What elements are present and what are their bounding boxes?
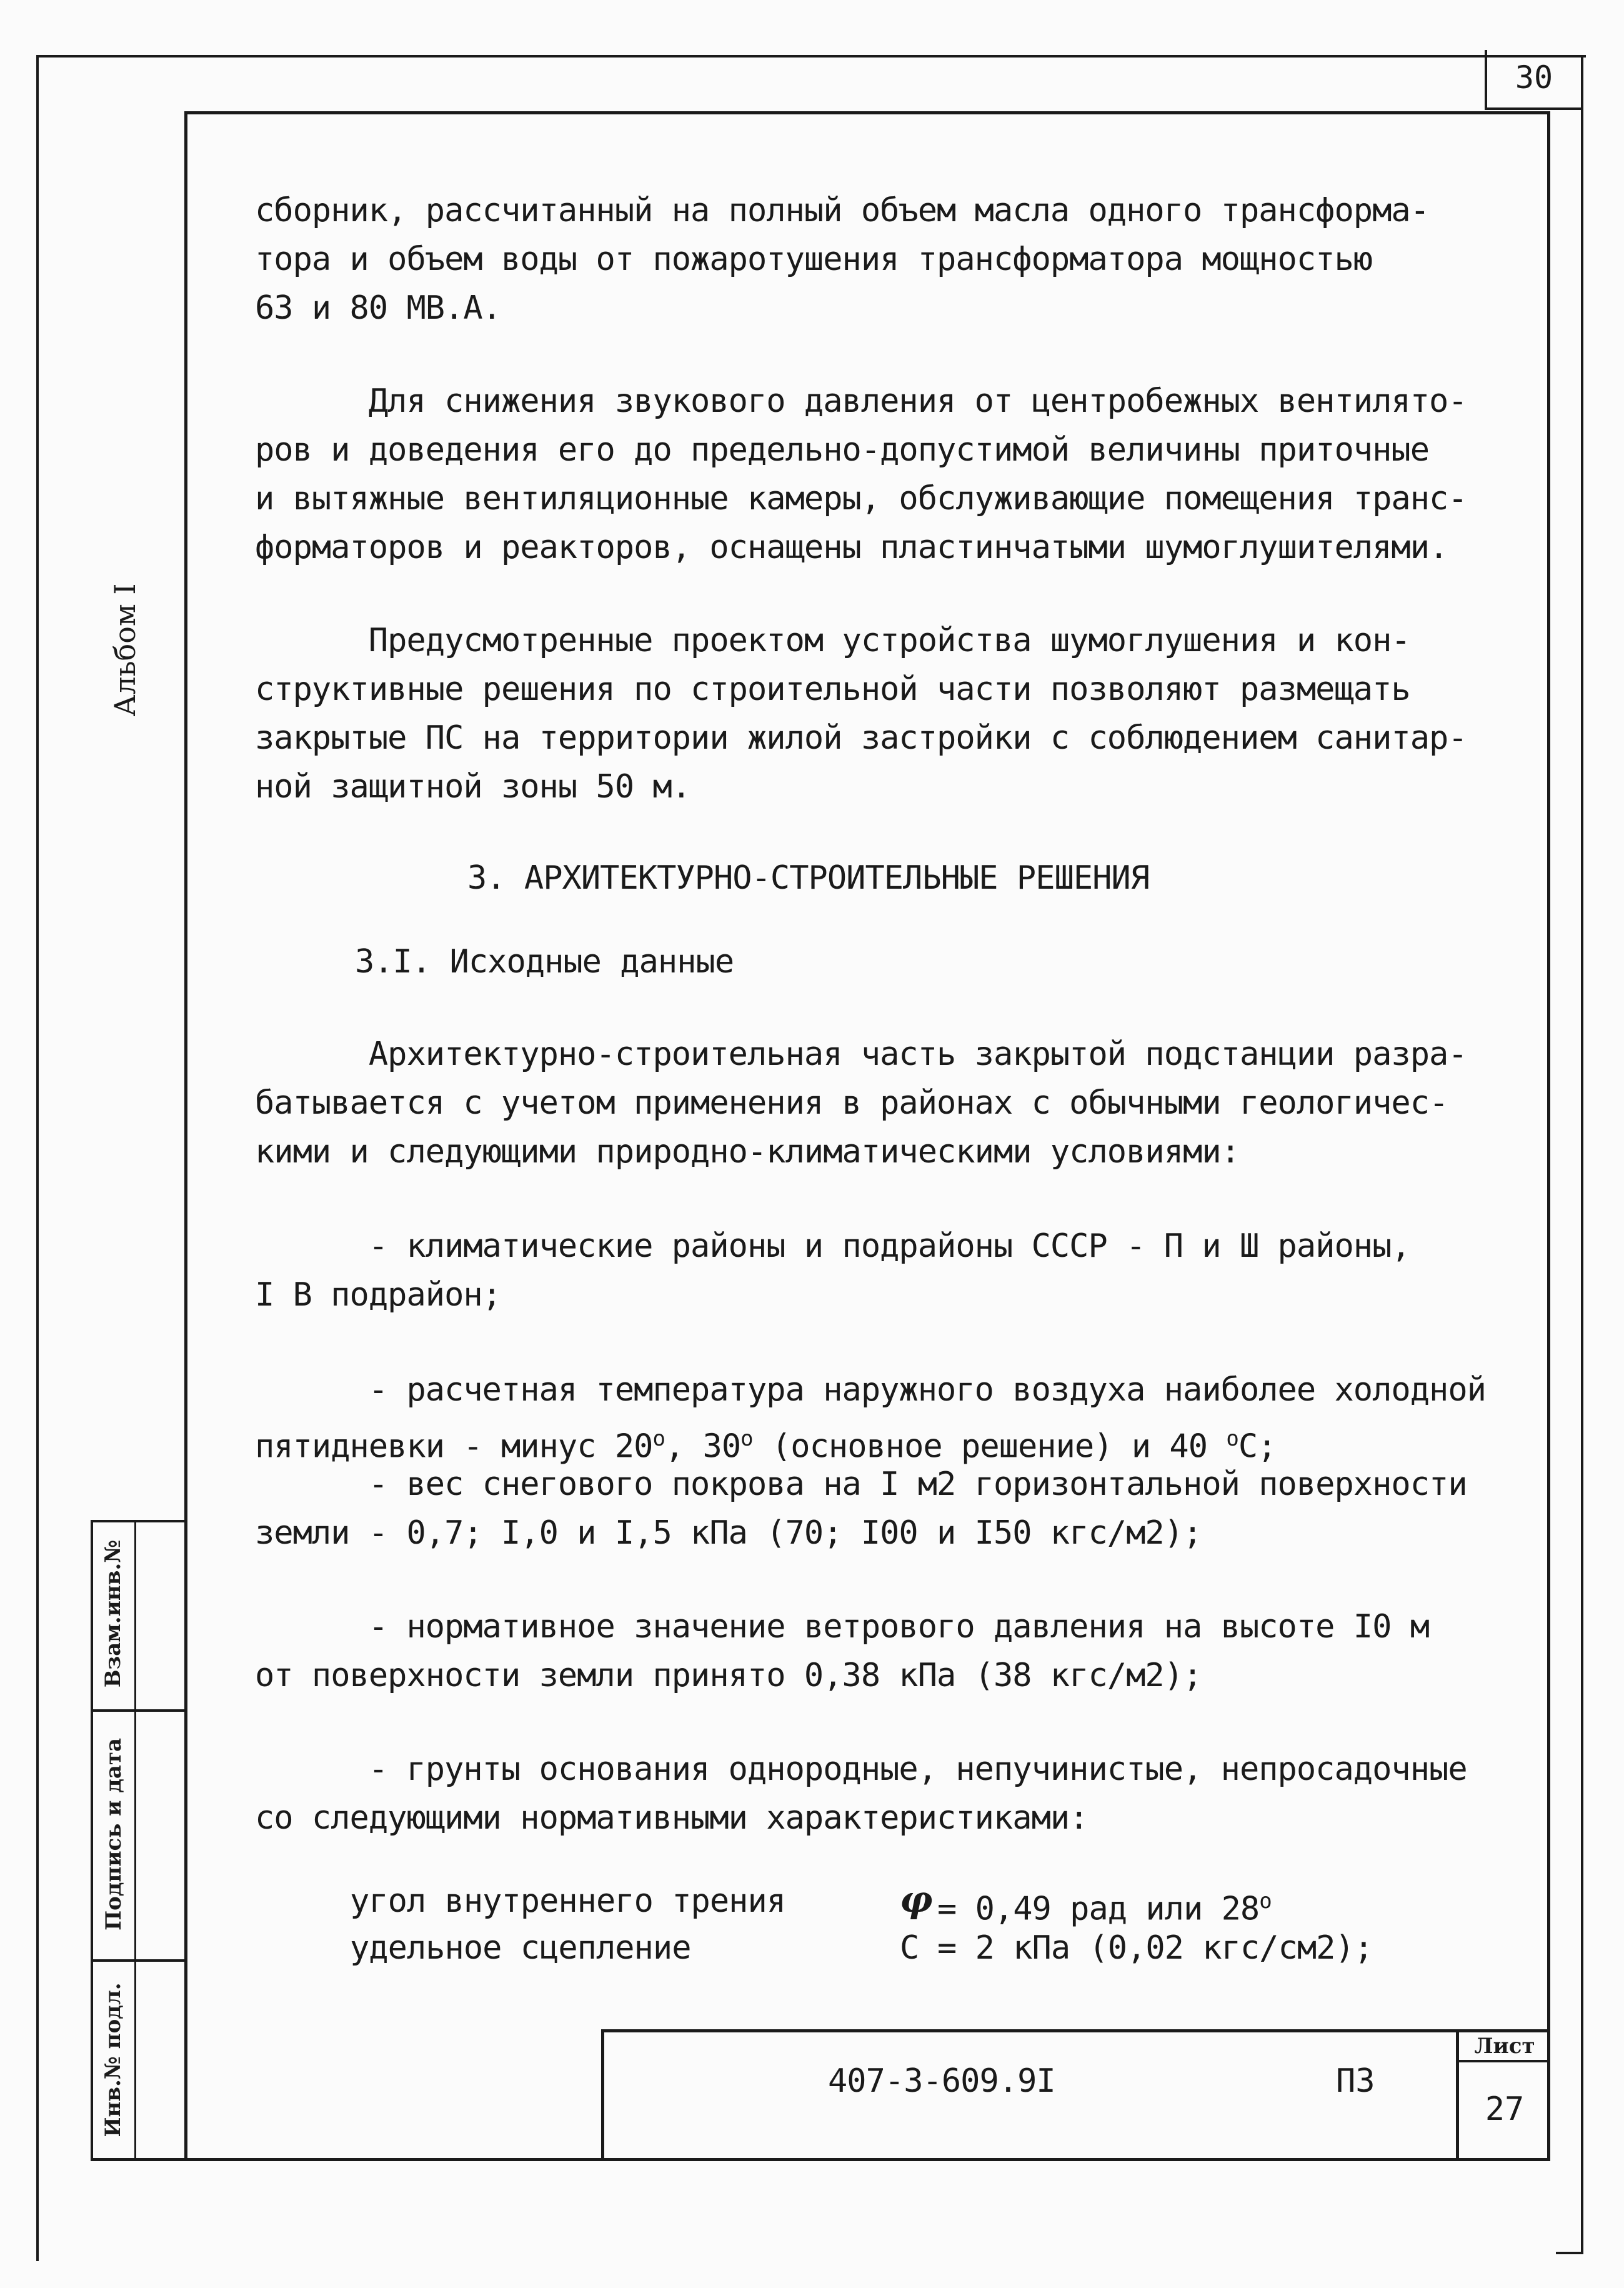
text-line: Предусмотренные проектом устройства шумоглушения и кон- [255,622,1410,659]
text-line: - нормативное значение ветрового давления на высоте I0 м [255,1608,1430,1646]
param-friction-label: угол внутреннего трения [350,1882,786,1920]
text-line: и вытяжные вентиляционные камеры, обслуживающие помещения транс- [255,480,1467,517]
bullet-temperature [255,1366,1486,1471]
bullet-soil [255,1745,1467,1842]
stamp-cell-orig-inv: Инв.№ подл. [101,1982,126,2137]
text-line: Для снижения звукового давления от центробежных вентилято- [255,382,1467,420]
corner-box-left [1485,50,1487,110]
text-line: - расчетная температура наружного воздуха наиболее холодной [255,1371,1486,1409]
paragraph-intro [255,1030,1467,1176]
sheet-label: Лист [1474,2034,1535,2059]
text-line: от поверхности земли принято 0,38 кПа (38 кгс/м2); [255,1657,1202,1694]
text-line: - климатические районы и подрайоны СССР - П и Ш районы, [255,1227,1410,1265]
album-label: Альбом I [108,583,142,717]
degree-sup: o [1226,1426,1238,1451]
param-friction-symbol: φ [900,1878,932,1921]
param-friction-value: = 0,49 рад или 28$^o$ [937,1889,1272,1928]
doc-code: 407-3-609.9I [828,2062,1055,2100]
sheet-cell-divider [1456,2060,1550,2062]
corner-page-number: 30 [1515,59,1553,96]
paragraph-drain [255,186,1429,332]
inner-top-border [184,111,1550,114]
param-cohesion-label: удельное сцепление [350,1929,691,1967]
inner-bottom-border [91,2158,1550,2161]
title-block-left [601,2029,604,2161]
paragraph-noise [255,377,1467,572]
text-line: кими и следующими природно-климатическими условиями: [255,1133,1240,1171]
text-line: тора и объем воды от пожаротушения трансформатора мощностью [255,241,1373,278]
text-line: I В подрайон; [255,1276,501,1314]
text-line: батывается с учетом применения в районах с обычными геологичес- [255,1084,1448,1122]
section-heading: 3. АРХИТЕКТУРНО-СТРОИТЕЛЬНЫЕ РЕШЕНИЯ [467,859,1150,897]
param-cohesion-value: = 2 кПа (0,02 кгс/см2); [937,1929,1373,1967]
text-line: ной защитной зоны 50 м. [255,768,691,806]
corner-box-bottom [1485,107,1583,110]
inner-left-border [184,111,187,2161]
degree-sup: o [1259,1889,1272,1914]
stamp-divider [134,1520,136,2161]
text-line: Архитектурно-строительная часть закрытой подстанции разра- [255,1036,1467,1073]
bullet-snow [255,1460,1467,1557]
param-cohesion-symbol: С [900,1929,919,1967]
text-line: земли - 0,7; I,0 и I,5 кПа (70; I00 и I50 кгс/м2); [255,1514,1202,1552]
stamp-cell-replace-inv: Взам.инв.№ [101,1539,126,1688]
right-outer-border [1581,55,1583,2252]
stamp-cell-signature-date: Подпись и дата [101,1738,126,1931]
subsection-heading: 3.I. Исходные данные [355,943,734,981]
text-line: форматоров и реакторов, оснащены пластинчатыми шумоглушителями. [255,529,1448,566]
title-block-top [601,2029,1550,2032]
text-line: структивные решения по строительной части позволяют размещать [255,671,1410,708]
degree-sup: o [740,1426,753,1451]
text-line: пятидневки - минус 20$^o$, 30$^o$ (основное решение) и 40 $^o$С; [255,1426,1277,1466]
stamp-row-2 [91,1959,187,1962]
bottom-right-tick [1556,2252,1583,2254]
doc-type: ПЗ [1336,2062,1375,2100]
bullet-climate [255,1222,1410,1319]
left-outer-border [36,55,39,2261]
bullet-wind [255,1602,1429,1700]
degree-sup: o [652,1426,665,1451]
sheet-cell-left [1456,2029,1459,2161]
inner-right-border [1547,111,1550,2161]
sheet-number: 27 [1485,2091,1525,2128]
top-border [36,55,1586,57]
text-line: со следующими нормативными характеристиками: [255,1799,1088,1837]
text-line: - грунты основания однородные, непучинистые, непросадочные [255,1751,1467,1788]
text-line: сборник, рассчитанный на полный объем масла одного трансформа- [255,192,1430,229]
text-line: 63 и 80 МВ.А. [255,289,501,327]
text-line: - вес снегового покрова на I м2 горизонтальной поверхности [255,1466,1467,1503]
text-line: закрытые ПС на территории жилой застройки с соблюдением санитар- [255,719,1467,757]
text-line: ров и доведения его до предельно-допустимой величины приточные [255,431,1430,469]
paragraph-zone [255,616,1467,811]
stamp-left [91,1520,93,2161]
